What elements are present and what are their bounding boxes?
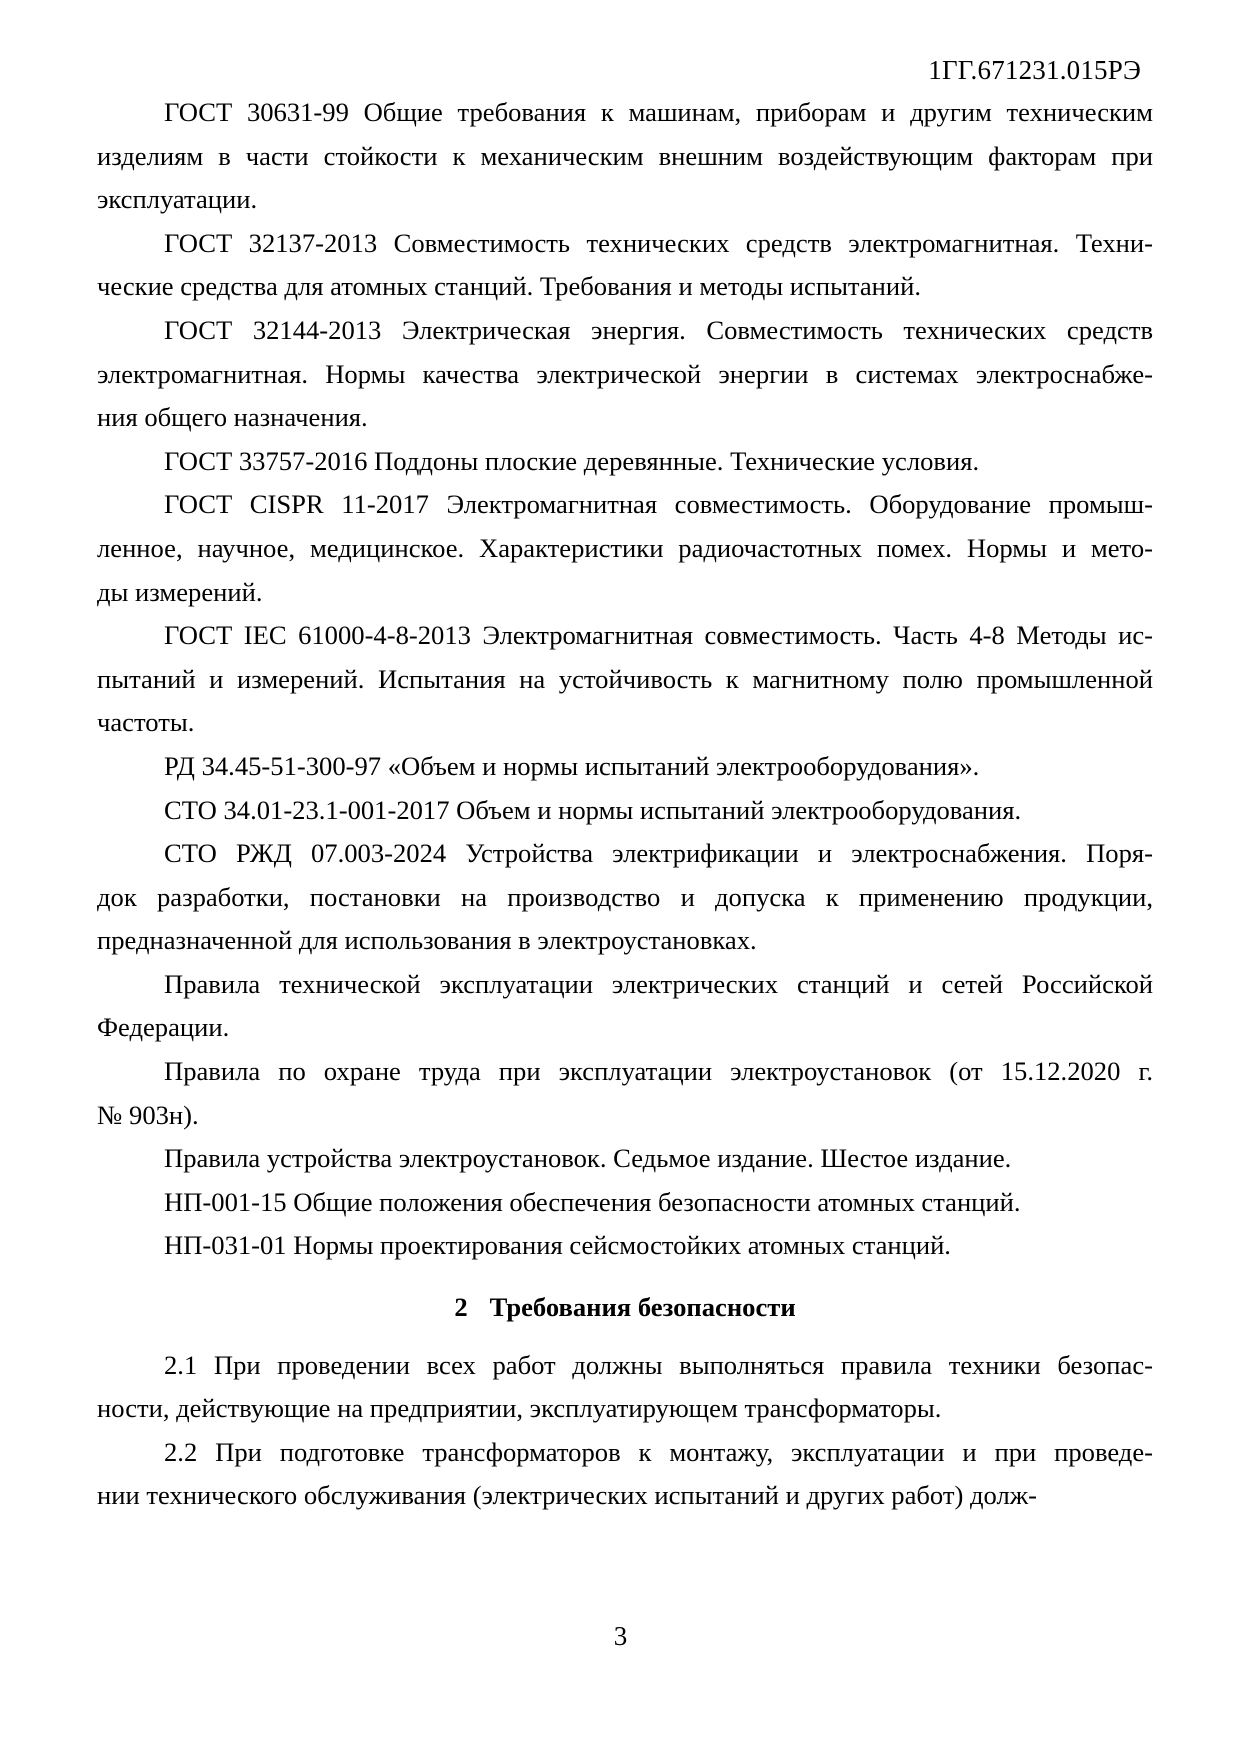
- paragraph: [97, 1224, 1153, 1268]
- paragraph: [97, 1050, 1153, 1137]
- text-line: ности, действующие на предприятии, эксплуатирующем трансформаторы.: [97, 1393, 942, 1424]
- text-line: электромагнитная. Нормы качества электрической энергии в системах электроснабже-: [97, 358, 1153, 389]
- text-line: НП-001-15 Общие положения обеспечения безопасности атомных станций.: [164, 1186, 1021, 1217]
- text-line: ГОСТ 32137-2013 Совместимость технических средств электромагнитная. Техни-: [164, 227, 1153, 258]
- paragraph: [97, 309, 1153, 440]
- text-line: ленное, научное, медицинское. Характеристики радиочастотных помех. Нормы и мето-: [97, 532, 1153, 563]
- text-line: ГОСТ CISPR 11-2017 Электромагнитная совместимость. Оборудование промыш-: [164, 489, 1153, 520]
- text-line: 2.2 При подготовке трансформаторов к монтажу, эксплуатации и при проведе-: [164, 1436, 1153, 1467]
- text-line: нии технического обслуживания (электрических испытаний и других работ) долж-: [97, 1480, 1037, 1511]
- text-line: ды измерений.: [97, 576, 263, 607]
- text-line: частоты.: [97, 707, 195, 738]
- paragraph: [97, 1137, 1153, 1181]
- section-heading: [97, 1286, 1153, 1330]
- text-line: ния общего назначения.: [97, 402, 368, 433]
- paragraph: [97, 483, 1153, 614]
- paragraph: [97, 1181, 1153, 1225]
- text-line: док разработки, постановки на производство и допуска к применению продукции,: [97, 881, 1153, 912]
- paragraph: [97, 832, 1153, 963]
- text-line: Правила по охране труда при эксплуатации электроустановок (от 15.12.2020 г.: [164, 1056, 1153, 1087]
- text-line: ГОСТ 30631-99 Общие требования к машинам, приборам и другим техническим: [164, 97, 1153, 127]
- section-number: 2: [454, 1292, 468, 1323]
- paragraph: [97, 745, 1153, 789]
- paragraph: [97, 614, 1153, 745]
- paragraph: [97, 1431, 1153, 1518]
- section-title: Требования безопасности: [489, 1292, 796, 1323]
- text-line: ГОСТ 33757-2016 Поддоны плоские деревянные. Технические условия.: [164, 445, 980, 476]
- paragraph: [97, 1344, 1153, 1431]
- page-number: 3: [613, 1621, 628, 1651]
- page-content: [97, 91, 1153, 1518]
- paragraph: [97, 963, 1153, 1050]
- text-line: изделиям в части стойкости к механическим внешним воздействующим факторам при: [97, 140, 1153, 171]
- paragraph: [97, 91, 1153, 222]
- text-line: предназначенной для использования в электроустановках.: [97, 925, 757, 956]
- text-line: СТО РЖД 07.003-2024 Устройства электрификации и электроснабжения. Поря-: [164, 838, 1153, 869]
- paragraph: [97, 222, 1153, 309]
- text-line: эксплуатации.: [97, 184, 258, 215]
- references-list: [97, 91, 1153, 1268]
- text-line: НП-031-01 Нормы проектирования сейсмостойких атомных станций.: [164, 1230, 951, 1261]
- text-line: ческие средства для атомных станций. Требования и методы испытаний.: [97, 271, 922, 302]
- text-line: РД 34.45-51-300-97 «Объем и нормы испытаний электрооборудования».: [164, 750, 980, 781]
- paragraph: [97, 440, 1153, 484]
- text-line: Федерации.: [97, 1012, 230, 1043]
- text-line: № 903н).: [97, 1099, 199, 1130]
- text-line: Правила технической эксплуатации электрических станций и сетей Российской: [164, 968, 1153, 999]
- text-line: ГОСТ IEC 61000-4-8-2013 Электромагнитная совместимость. Часть 4-8 Методы ис-: [164, 620, 1153, 651]
- document-code: 1ГГ.671231.015РЭ: [928, 55, 1141, 85]
- text-line: 2.1 При проведении всех работ должны выполняться правила техники безопас-: [164, 1349, 1153, 1380]
- paragraph: [97, 789, 1153, 833]
- text-line: СТО 34.01-23.1-001-2017 Объем и нормы испытаний электрооборудования.: [164, 794, 1022, 825]
- text-line: Правила устройства электроустановок. Седьмое издание. Шестое издание.: [164, 1143, 1012, 1174]
- section-paragraphs: [97, 1344, 1153, 1518]
- text-line: ГОСТ 32144-2013 Электрическая энергия. Совместимость технических средств: [164, 314, 1153, 345]
- text-line: пытаний и измерений. Испытания на устойчивость к магнитному полю промышленной: [97, 663, 1153, 694]
